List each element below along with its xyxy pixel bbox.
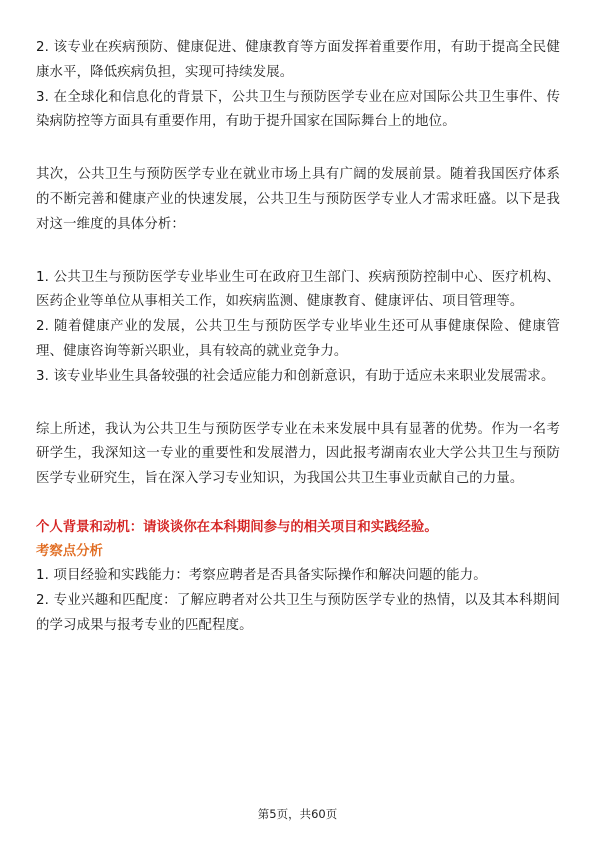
page-content: [36, 36, 560, 638]
spacer: [36, 238, 560, 266]
spacer: [36, 390, 560, 418]
analysis-point-2: 2. 专业兴趣和匹配度：了解应聘者对公共卫生与预防医学专业的热情，以及其本科期间的学习成果与报考专业的匹配程度。: [36, 592, 560, 633]
list-item-2: 2. 随着健康产业的发展，公共卫生与预防医学专业毕业生还可从事健康保险、健康管理、健康咨询等新兴职业，具有较高的就业竞争力。: [36, 319, 560, 359]
list-item-1: 1. 公共卫生与预防医学专业毕业生可在政府卫生部门、疾病预防控制中心、医疗机构、医药企业等单位从事相关工作，如疾病监测、健康教育、健康评估、项目管理等。: [36, 269, 560, 310]
spacer: [36, 135, 560, 163]
list-item-3: 3. 该专业毕业生具备较强的社会适应能力和创新意识，有助于适应未来职业发展需求。: [36, 368, 555, 384]
paragraph-section-intro: 其次，公共卫生与预防医学专业在就业市场上具有广阔的发展前景。随着我国医疗体系的不断完善和健康产业的快速发展，公共卫生与预防医学专业人才需求旺盛。以下是我对这一维度的具体分析：: [36, 167, 560, 232]
paragraph-point-2: 2. 该专业在疾病预防、健康促进、健康教育等方面发挥着重要作用，有助于提高全民健康水平，降低疾病负担，实现可持续发展。: [36, 40, 560, 80]
analysis-point-1: 1. 项目经验和实践能力：考察应聘者是否具备实际操作和解决问题的能力。: [36, 567, 487, 583]
paragraph-point-3: 3. 在全球化和信息化的背景下，公共卫生与预防医学专业在应对国际公共卫生事件、传染病防控等方面具有重要作用，有助于提升国家在国际舞台上的地位。: [36, 89, 560, 130]
analysis-heading: 考察点分析: [36, 543, 103, 559]
page-number: 第5页，共60页: [257, 807, 338, 821]
paragraph-conclusion: 综上所述，我认为公共卫生与预防医学专业在未来发展中具有显著的优势。作为一名考研学生，我深知这一专业的重要性和发展潜力，因此报考湖南农业大学公共卫生与预防医学专业研究生，旨在深入学习专业知识，为我国公共卫生事业贡献自己的力量。: [36, 421, 560, 487]
question-heading: 个人背景和动机：请谈谈你在本科期间参与的相关项目和实践经验。: [36, 519, 438, 535]
spacer: [36, 492, 560, 516]
